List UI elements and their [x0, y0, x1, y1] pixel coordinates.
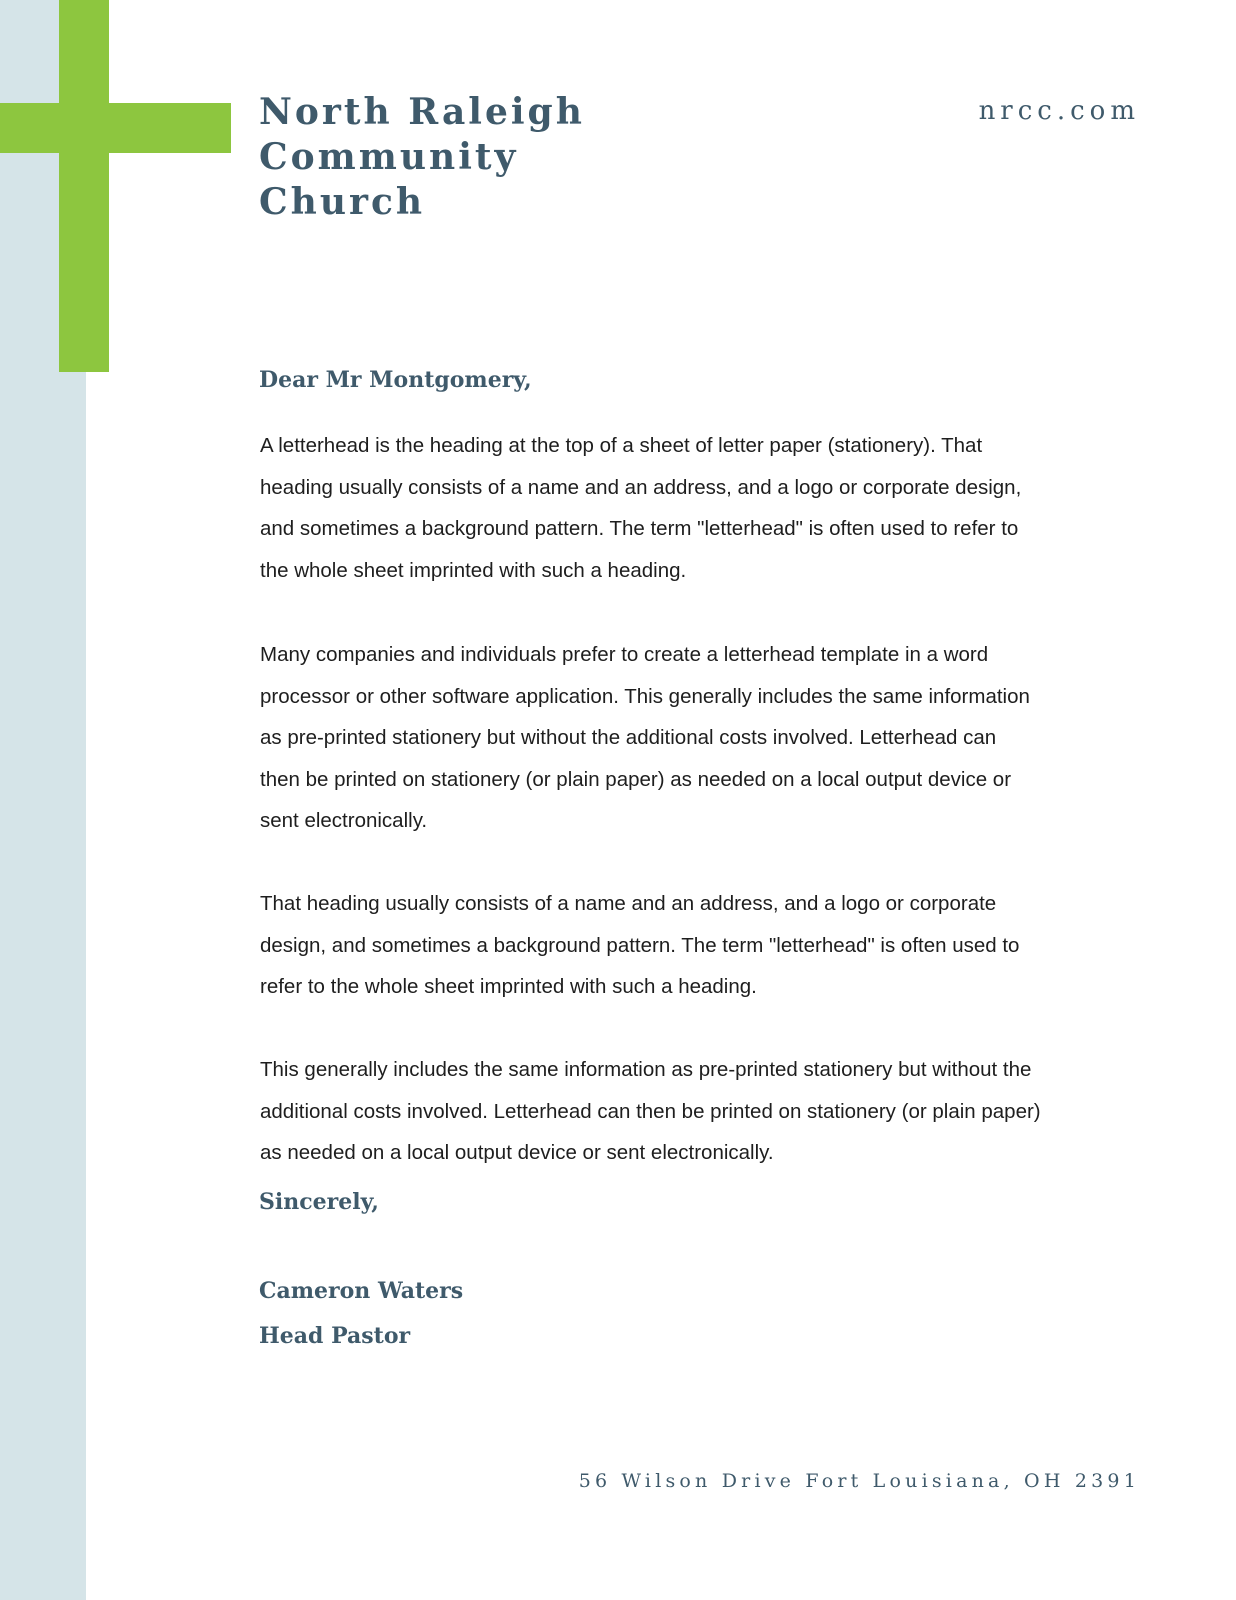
signer-title: Head Pastor [259, 1323, 411, 1349]
paragraph [260, 425, 1021, 591]
text-line: the whole sheet imprinted with such a heading. [260, 558, 687, 582]
church-name-line: Church [259, 181, 426, 223]
footer-address: 56 Wilson Drive Fort Louisiana, OH 2391 [578, 1470, 1140, 1492]
text-line: That heading usually consists of a name and an address, and a logo or corporate [260, 892, 997, 915]
paragraph [260, 1049, 1041, 1174]
church-name-line: North Raleigh [259, 91, 585, 133]
text-line: This generally includes the same information as pre-printed stationery but without the [260, 1058, 1032, 1081]
cross-logo-horizontal [0, 103, 231, 153]
closing: Sincerely, [259, 1189, 379, 1215]
church-name-line: Community [259, 136, 519, 178]
text-line: Many companies and individuals prefer to create a letterhead template in a word [260, 643, 989, 666]
cross-logo-vertical [59, 0, 109, 372]
text-line: as pre-printed stationery but without the additional costs involved. Letterhead can [260, 726, 997, 750]
text-line: design, and sometimes a background pattern. The term "letterhead" is often used to [260, 933, 1020, 957]
text-line: refer to the whole sheet imprinted with such a heading. [260, 975, 757, 999]
text-line: processor or other software application. This generally includes the same information [260, 684, 1030, 708]
text-line: and sometimes a background pattern. The term "letterhead" is often used to refer to [260, 517, 1019, 541]
church-name [259, 90, 585, 225]
paragraph [260, 634, 1030, 842]
paragraph [260, 883, 1019, 1008]
greeting: Dear Mr Montgomery, [259, 367, 532, 393]
text-line: heading usually consists of a name and an address, and a logo or corporate design, [260, 475, 1022, 499]
text-line: then be printed on stationery (or plain paper) as needed on a local output device or [260, 767, 1012, 791]
text-line: as needed on a local output device or sent electronically. [260, 1141, 774, 1165]
website: nrcc.com [978, 96, 1140, 126]
signer-name: Cameron Waters [259, 1278, 464, 1304]
text-line: additional costs involved. Letterhead can then be printed on stationery (or plain paper) [260, 1099, 1041, 1123]
text-line: A letterhead is the heading at the top of a sheet of letter paper (stationery). That [260, 434, 983, 457]
text-line: sent electronically. [260, 809, 428, 833]
